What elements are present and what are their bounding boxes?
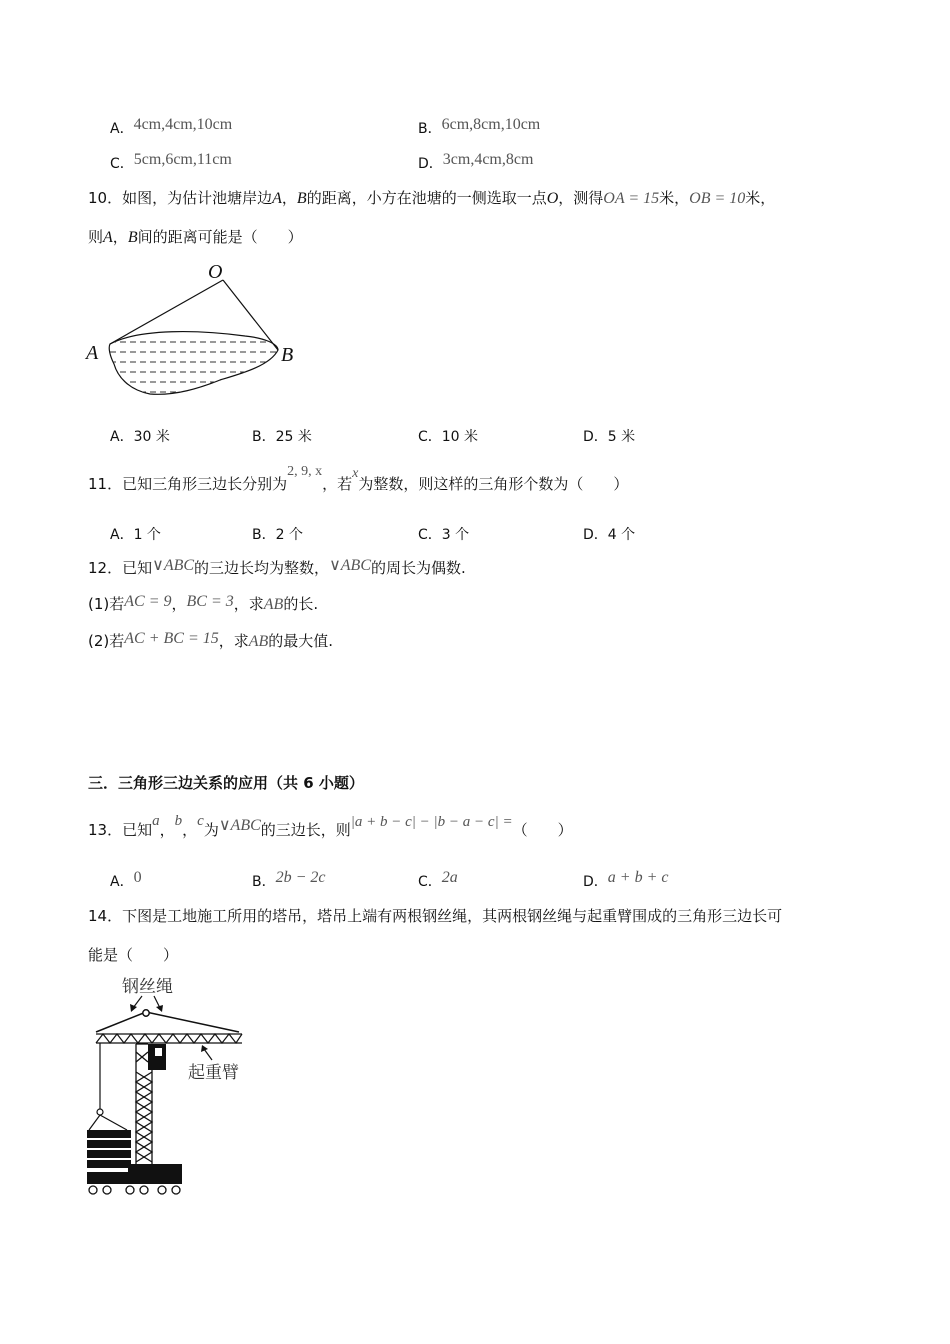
point-o-label: O: [208, 261, 223, 283]
q12-part2: (2)若AC + BC = 15，求AB的最大值.: [88, 630, 334, 650]
crane-figure: [84, 972, 249, 1200]
q11-option-c: C．3 个: [418, 527, 470, 543]
section-title: 三．三角形三边关系的应用（共 6 小题）: [88, 774, 364, 792]
q10-line1: 10．如图，为估计池塘岸边A，B的距离，小方在池塘的一侧选取一点O，测得OA = 15米，OB = 10米，: [88, 189, 776, 207]
q10-option-b: B．25 米: [252, 429, 312, 445]
q10-option-c: C．10 米: [418, 429, 479, 445]
q14-line2: 能是（ ）: [88, 946, 179, 964]
rope-right: [146, 1012, 239, 1032]
load-stack: [87, 1130, 131, 1168]
point-a-label: A: [86, 342, 99, 364]
rope-label: 钢丝绳: [122, 977, 173, 996]
crane-chassis: [87, 1172, 182, 1184]
pond-figure: [80, 258, 310, 403]
q10-option-d: D．5 米: [583, 429, 636, 445]
q13-stem: 13．已知a，b，c为∨ABC的三边长，则|a + b − c| − |b − a − c| =（ ）: [88, 813, 573, 839]
q11-stem: 11．已知三角形三边长分别为2, 9, x，若x为整数，则这样的三角形个数为（ ）: [88, 464, 629, 493]
q13-option-b: B．2b − 2c: [252, 869, 326, 890]
q14-line1: 14．下图是工地施工所用的塔吊，塔吊上端有两根钢丝绳，其两根钢丝绳与起重臂围成的三角形三边长可: [88, 907, 783, 925]
segment-oa: [110, 280, 223, 344]
q9-option-c: C．5cm,6cm,11cm: [110, 151, 232, 172]
point-b-label: B: [281, 344, 294, 366]
q12-stem: 12．已知∨ABC的三边长均为整数，∨ABC的周长为偶数.: [88, 557, 466, 577]
crane-base: [128, 1164, 182, 1172]
q9-option-d: D．3cm,4cm,8cm: [418, 151, 534, 172]
q12-part1: (1)若AC = 9，BC = 3，求AB的长.: [88, 593, 319, 613]
segment-ob: [223, 280, 278, 350]
q10-option-a: A．30 米: [110, 429, 170, 445]
q13-option-d: D．a + b + c: [583, 869, 669, 890]
hook: [97, 1109, 103, 1115]
pond-outline: [109, 332, 278, 395]
q11-option-d: D．4 个: [583, 527, 636, 543]
rope-pulley: [143, 1010, 149, 1016]
arm-label: 起重臂: [188, 1063, 239, 1082]
crane-wheels: [89, 1186, 180, 1194]
jib-arm: [96, 1034, 242, 1043]
q10-line2: 则A，B间的距离可能是（ ）: [88, 228, 303, 246]
q11-option-b: B．2 个: [252, 527, 303, 543]
q9-option-a: A．4cm,4cm,10cm: [110, 116, 233, 137]
q11-option-a: A．1 个: [110, 527, 161, 543]
q13-option-a: A．0: [110, 869, 142, 890]
crane-cab: [148, 1044, 166, 1070]
rope-left: [96, 1012, 146, 1032]
q13-option-c: C．2a: [418, 869, 458, 890]
q9-option-b: B．6cm,8cm,10cm: [418, 116, 541, 137]
